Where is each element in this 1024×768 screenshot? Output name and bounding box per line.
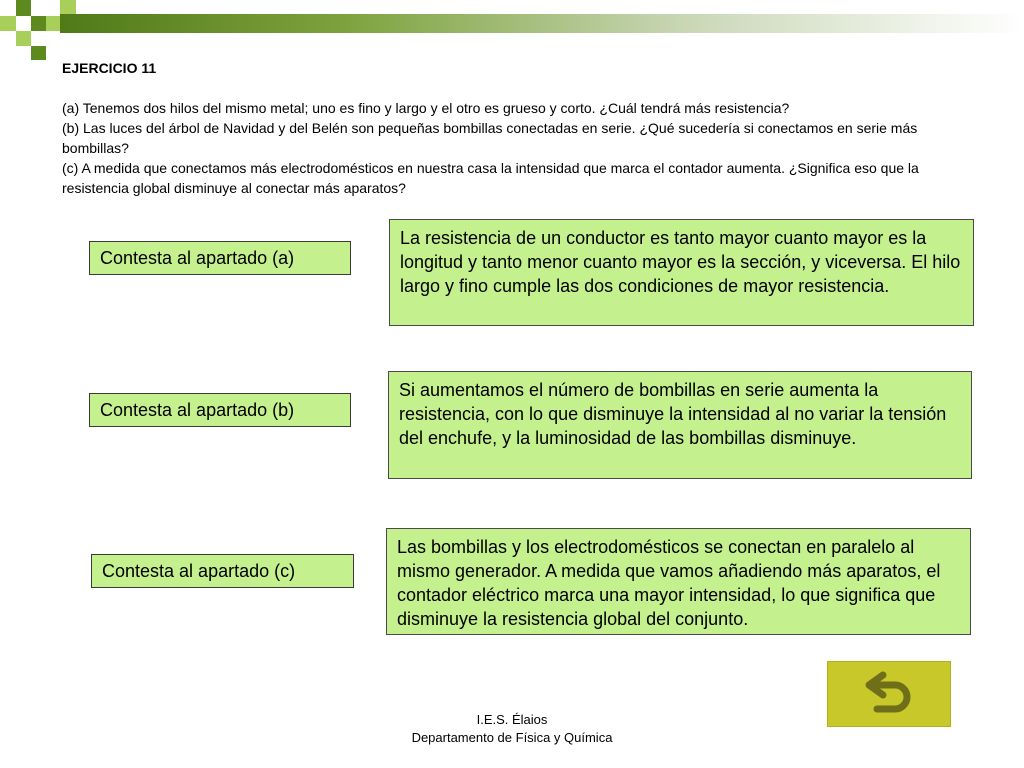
answer-c-button[interactable]: Contesta al apartado (c) [91, 554, 354, 588]
answer-a-box: La resistencia de un conductor es tanto mayor cuanto mayor es la longitud y tanto menor cuanto mayor es la sección, y viceversa. El hilo largo y fino cumple las dos condiciones de mayor resistencia. [389, 219, 974, 326]
answer-b-button[interactable]: Contesta al apartado (b) [89, 393, 351, 427]
footer-department: Departamento de Física y Química [411, 730, 613, 745]
header-bar [60, 14, 1024, 33]
question-b: (b) Las luces del árbol de Navidad y del Belén son pequeñas bombillas conectadas en serie. ¿Qué sucedería si conectamos en serie más bombillas? [62, 120, 918, 156]
return-arrow-icon [861, 667, 917, 722]
question-a: (a) Tenemos dos hilos del mismo metal; uno es fino y largo y el otro es grueso y corto. ¿Cuál tendrá más resistencia? [62, 100, 790, 116]
answer-c-box: Las bombillas y los electrodomésticos se conectan en paralelo al mismo generador. A medida que vamos añadiendo más aparatos, el contador eléctrico marca una mayor intensidad, lo que significa que disminuye la resistencia global del conjunto. [386, 528, 971, 635]
exercise-title: EJERCICIO 11 [62, 60, 157, 76]
question-c: (c) A medida que conectamos más electrodomésticos en nuestra casa la intensidad que marca el contador aumenta. ¿Significa eso que la resistencia global disminuye al conectar más aparatos? [62, 160, 919, 196]
answer-b-box: Si aumentamos el número de bombillas en serie aumenta la resistencia, con lo que disminuye la intensidad al no variar la tensión del enchufe, y la luminosidad de las bombillas disminuye. [388, 371, 972, 479]
footer-school: I.E.S. Élaios [476, 712, 548, 727]
back-button[interactable] [827, 661, 951, 727]
answer-a-button[interactable]: Contesta al apartado (a) [89, 241, 351, 275]
